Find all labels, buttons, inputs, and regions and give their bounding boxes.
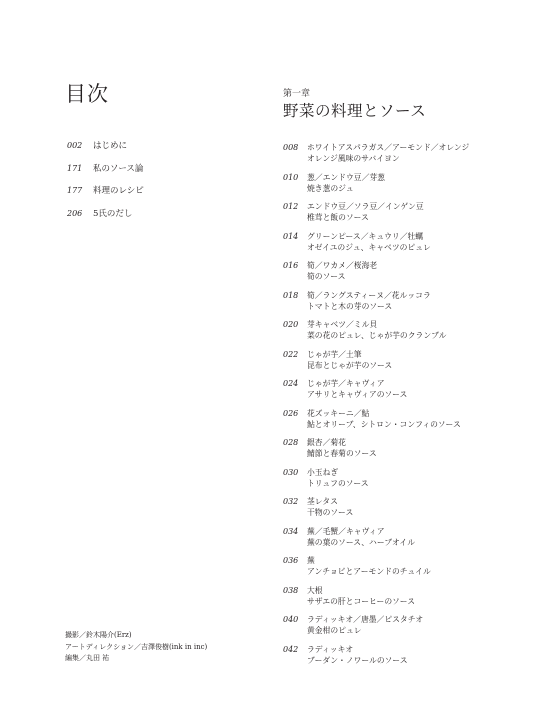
- toc-entry[interactable]: [283, 319, 543, 349]
- toc-entry[interactable]: [283, 555, 543, 585]
- entry-sauce: トマトと木の芽のソース: [307, 301, 393, 311]
- toc-entry[interactable]: [283, 231, 543, 261]
- entry-sauce: 鯖節と春菊のソース: [307, 449, 377, 458]
- page-number: 018: [283, 290, 299, 300]
- entry-sauce: 昆布とじゃが芋のソース: [307, 360, 393, 370]
- entry-ingredients: 花ズッキーニ／鮎: [307, 408, 370, 418]
- toc-entry[interactable]: [283, 172, 543, 202]
- toc-entry[interactable]: [283, 496, 543, 526]
- entry-sauce: 菜の花のピュレ、じゃが芋のクランブル: [307, 331, 447, 340]
- page-number: 016: [283, 261, 299, 270]
- entry-sauce: 干物のソース: [307, 508, 354, 517]
- chapter-label: 第一章: [283, 89, 311, 99]
- page-number: 008: [283, 143, 299, 152]
- chapter-title: 野菜の料理とソース: [283, 102, 427, 120]
- toc-item[interactable]: [67, 184, 267, 207]
- toc-entry[interactable]: [283, 142, 543, 172]
- page-number: 030: [283, 467, 299, 477]
- entry-sauce: 黄金柑のピュレ: [307, 626, 362, 635]
- toc-item-title: はじめに: [93, 141, 128, 151]
- entry-ingredients: エンドウ豆／ソラ豆／インゲン豆: [307, 202, 424, 211]
- page-number: 002: [67, 141, 83, 150]
- entry-ingredients: 銀杏／菊花: [307, 438, 346, 447]
- entry-sauce: 椎茸と飯のソース: [307, 213, 369, 222]
- toc-entry[interactable]: [283, 614, 543, 644]
- entry-ingredients: ホワイトアスパラガス／アーモンド／オレンジ: [307, 143, 470, 152]
- entry-sauce: 鮎とオリーブ、シトロン・コンフィのソース: [307, 419, 461, 429]
- toc-item-title: 料理のレシピ: [93, 186, 144, 196]
- entry-ingredients: 芽キャベツ／ミル貝: [307, 320, 378, 329]
- entry-ingredients: ラディッキオ／唐墨／ピスタチオ: [307, 615, 424, 624]
- page-number: 024: [283, 379, 299, 388]
- page-number: 026: [283, 408, 299, 418]
- entry-ingredients: 蕪／毛蟹／キャヴィア: [307, 526, 385, 536]
- toc-entry[interactable]: [283, 644, 543, 674]
- page-number: 036: [283, 556, 299, 565]
- entry-ingredients: 筍／ラングスティーヌ／花ルッコラ: [307, 290, 431, 300]
- page-number: 010: [283, 172, 299, 182]
- toc-entry[interactable]: [283, 408, 543, 438]
- toc-item-title: 5氏のだし: [93, 208, 133, 219]
- page-number: 171: [67, 163, 83, 173]
- entry-ingredients: 茎レタス: [307, 497, 338, 506]
- entry-sauce: 蕪の葉のソース、ハーブオイル: [307, 537, 415, 547]
- toc-entry[interactable]: [283, 201, 543, 231]
- entry-sauce: 筍のソース: [307, 272, 346, 281]
- chapter-toc-list: [283, 142, 543, 673]
- entry-sauce: サザエの肝とコーヒーのソース: [307, 596, 415, 606]
- toc-item-title: 私のソース論: [93, 163, 144, 174]
- entry-sauce: ブーダン・ノワールのソース: [307, 655, 408, 665]
- credit-photography: 撮影／鈴木陽介(Erz): [65, 631, 132, 639]
- toc-entry[interactable]: [283, 260, 543, 290]
- page-number: 032: [283, 497, 299, 506]
- toc-entry[interactable]: [283, 437, 543, 467]
- page-number: 042: [283, 644, 299, 654]
- toc-item[interactable]: [67, 207, 267, 230]
- entry-ingredients: 筍／ワカメ／桜海老: [307, 261, 378, 270]
- toc-entry[interactable]: [283, 378, 543, 408]
- entry-sauce: アサリとキャヴィアのソース: [307, 390, 408, 399]
- entry-ingredients: 蕪: [307, 556, 315, 565]
- entry-sauce: オゼイユのジュ、キャベツのピュレ: [307, 242, 431, 252]
- entry-sauce: 焼き葱のジュ: [307, 183, 354, 193]
- entry-ingredients: 大根: [307, 585, 323, 595]
- entry-ingredients: じゃが芋／キャヴィア: [307, 379, 385, 388]
- toc-entry[interactable]: [283, 467, 543, 497]
- toc-item[interactable]: [67, 139, 267, 162]
- entry-ingredients: グリーンピース／キュウリ／牡蠣: [307, 231, 424, 241]
- toc-entry[interactable]: [283, 349, 543, 379]
- page-number: 040: [283, 615, 299, 624]
- page-number: 038: [283, 585, 299, 595]
- credit-art-direction: アートディレクション／吉澤俊樹(ink in inc): [65, 642, 208, 651]
- entry-ingredients: 小玉ねぎ: [307, 467, 339, 477]
- entry-sauce: オレンジ風味のサバイヨン: [307, 154, 400, 163]
- page-number: 012: [283, 202, 299, 211]
- entry-sauce: トリュフのソース: [307, 478, 369, 488]
- page-number: 028: [283, 438, 299, 447]
- toc-entry[interactable]: [283, 526, 543, 556]
- entry-ingredients: 葱／エンドウ豆／芽葱: [307, 172, 385, 182]
- page-number: 206: [67, 208, 83, 218]
- page-number: 177: [67, 186, 83, 195]
- intro-toc-list: [67, 139, 267, 229]
- page-title: 目次: [65, 82, 109, 106]
- page-number: 034: [283, 526, 299, 536]
- toc-entry[interactable]: [283, 585, 543, 615]
- credit-editor: 編集／丸田 祐: [65, 654, 110, 662]
- page-number: 022: [283, 349, 299, 359]
- entry-ingredients: じゃが芋／土筆: [307, 349, 362, 359]
- credits: [65, 630, 207, 665]
- page-number: 014: [283, 231, 299, 241]
- entry-sauce: アンチョビとアーモンドのチュイル: [307, 567, 431, 576]
- toc-entry[interactable]: [283, 290, 543, 320]
- page-number: 020: [283, 320, 299, 329]
- toc-item[interactable]: [67, 162, 267, 185]
- entry-ingredients: ラディッキオ: [307, 644, 354, 654]
